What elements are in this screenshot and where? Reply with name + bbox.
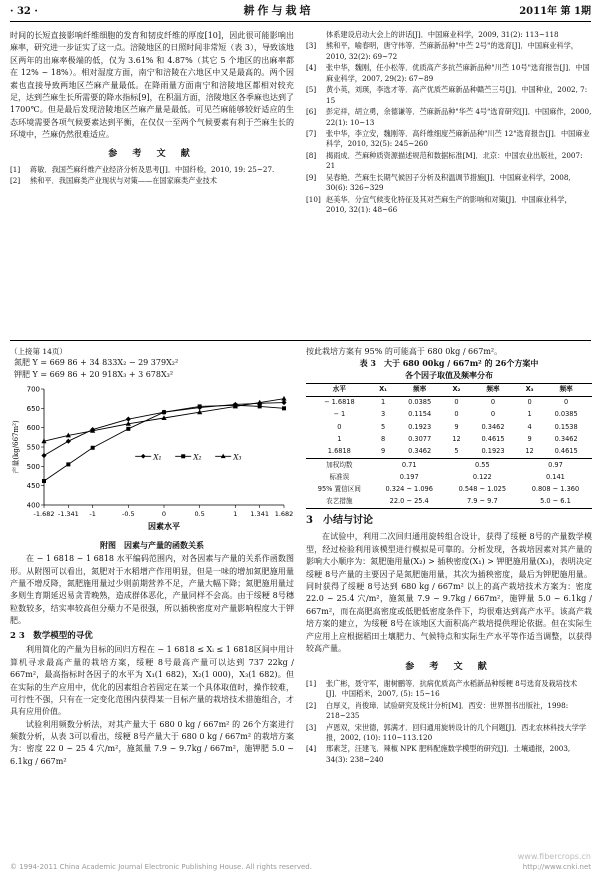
y-tick-label: 450 <box>26 482 40 491</box>
table-title <box>306 358 592 380</box>
table-cell: 0 <box>337 422 342 431</box>
table-cell: 0.0385 <box>408 398 432 407</box>
x-axis-label: 因素水平 <box>148 521 180 532</box>
table-cell: 12 <box>452 435 461 444</box>
table-cell: 标准误 <box>329 472 350 481</box>
reference-number: [3] <box>306 722 317 732</box>
reference-text: 卢恩双，宋世德，郭满才．回归通用旋转设计的几个问题[J]．西北农林科技大学学报，2002, (10): 110~113.120 <box>326 722 587 743</box>
table-header-cell: 频率 <box>540 383 592 396</box>
x-tick-label: 0.5 <box>194 510 205 519</box>
table-cell: 农艺措施 <box>306 496 373 509</box>
y-tick-label: 600 <box>26 424 40 433</box>
issue-label: 2011年 第 1期 <box>519 6 591 17</box>
table-cell: 0.3462 <box>554 435 578 444</box>
footer-url[interactable]: http://www.cnki.net <box>522 862 591 871</box>
reference-text: 彭定祥，胡立勇，余德谦等．苎麻新品种"华苎 4号"选育研究[J]．中国麻作，2000, 22(1): 10~13 <box>326 107 592 127</box>
table-cell: 1 <box>380 398 386 407</box>
table-row <box>306 422 592 434</box>
body-paragraph: 在 − 1 6818 ~ 1 6818 水平编码范围内，对各因素与产量的关系作函数图形。从附图可以看出，氮肥对于水稻增产作用明显，但是一味的增加氮肥施用量产量不增反降，氮肥施用量过少则前期营养不足，产量大幅下降；氮肥施用量过多则生育期延迟易贪青晚熟，造成群体恶化，产量同样不会高。由于绥粳 8号穗粒数较多，结实率较高但分蘖力不是很强，所以插秧密度对产量影响程度大于钾肥。 <box>10 554 294 626</box>
reference-number: [3] <box>306 41 317 51</box>
frequency-table <box>306 383 592 510</box>
references-list <box>10 165 294 187</box>
y-tick-label: 400 <box>26 501 40 510</box>
reference-number: [7] <box>306 128 317 138</box>
reference-item <box>306 129 592 150</box>
table-cell: 0.97 <box>519 459 592 472</box>
table-cell: 0.324 ~ 1.096 <box>385 485 433 494</box>
reference-number: [6] <box>306 107 317 117</box>
table-cell: 0.141 <box>545 472 565 481</box>
references-title: 参 考 文 献 <box>108 148 196 159</box>
watermark: www.fibercrops.cn <box>517 852 591 861</box>
table-cell: 12 <box>525 447 534 456</box>
reference-item <box>306 41 592 62</box>
reference-text: 熊和平．我国麻类产业现状与对策——在国家麻类产业技术 <box>30 176 217 186</box>
reference-text: 蒋敏．我国苎麻纤维产业经济分析及思考[J]．中国纤检，2010, 19: 25~27. <box>30 165 275 175</box>
table-cell: 0.122 <box>472 472 492 481</box>
reference-item <box>306 63 592 84</box>
reference-number: [1] <box>306 678 317 688</box>
continued-note: （上接第 14页） <box>10 347 67 356</box>
data-point <box>66 463 70 467</box>
section-divider <box>10 340 591 341</box>
table-cell: 9 <box>380 447 386 456</box>
table-cell: 4 <box>527 422 532 431</box>
table-cell: 0 <box>564 398 569 407</box>
reference-number: [4] <box>306 63 317 73</box>
table-row <box>306 472 592 484</box>
table-row <box>306 397 592 410</box>
table-cell: 0.1538 <box>554 422 578 431</box>
data-point <box>66 439 71 444</box>
data-point <box>282 407 286 411</box>
table-title-line: 各个因子取值及频率分布 <box>405 369 493 380</box>
x-tick-label: 1.341 <box>250 510 269 519</box>
formula-potassium: 钾肥 Y = 669 86 + 20 918X₃ + 3 678X₃² <box>14 370 174 380</box>
reference-number: [4] <box>306 744 317 754</box>
table-cell: 0.55 <box>446 459 519 472</box>
reference-number: [9] <box>306 172 317 182</box>
table-cell: 0 <box>454 398 459 407</box>
table-cell: 0 <box>527 398 532 407</box>
reference-item <box>306 679 592 700</box>
body-paragraph: 在试验中，利用二次回归通用旋转组合设计，获得了绥粳 8号的产量数学模型，经过检验利用该模型进行模拟是可靠的。分析发现，各栽培因素对其产量的影响大小顺序为：氮肥施用量(X₂) > 插秧密度(X₁) > 钾肥施用量(X₃)，表明决定绥粳 8号产量的主要因子是氮肥施用量，其次为插秧密度，最后为钾肥施用量。同时获得了绥粳 8号达到 680 kg / 667m² 以上的高产栽培技术方案为：密度 22.0 ~ 25.4 穴/m²，施氮量 7.9 ~ 9.7kg / 667m²，施钾量 5.0 ~ 6.1kg / 667m²，而在高肥高密度或低肥低密度条件下，均很难达到高产水平。该高产栽培方案的建立，为绥粳 8号在该地区大面积高产栽培提供理论依据。但在实际生产应用上应根据稻田土壤肥力、气候特点和实际生产水平等作适当调整，以获得较高产量。 <box>306 532 592 653</box>
data-point <box>258 405 262 409</box>
page-header <box>10 3 591 22</box>
reference-number: [5] <box>306 85 317 95</box>
legend-label: X₁ <box>153 452 162 462</box>
page-footer <box>10 862 591 873</box>
table-cell: 0.1154 <box>408 410 432 419</box>
table-cell: 0.197 <box>399 472 419 481</box>
chart <box>10 381 294 537</box>
table-cell: 0 <box>490 410 496 419</box>
reference-item <box>306 173 592 194</box>
data-point <box>126 417 131 422</box>
reference-item <box>10 165 294 175</box>
reference-item <box>306 701 592 722</box>
table-cell: 0.71 <box>373 459 446 472</box>
reference-number: [2] <box>10 176 21 186</box>
reference-text: 吴春艳．苎麻生长期气候因子分析及积温调节措施[J]．中国麻业科学，2008, 30(6): 326~329 <box>326 172 571 193</box>
table-cell: 8 <box>380 435 386 444</box>
table-cell: − 1.6818 <box>323 398 355 407</box>
body-paragraph: 时间的长短直接影响纤维细胞的发育和韧皮纤维的厚度[10]，因此很可能影响出麻率，研究进一步证实了这一点。涪陵地区的日照时间非常短（表 3），导致该地区两年的出麻率极端的低，仅为 3.61% 和 4.87%（其它 5 个地区的出麻率都在 12% ~ 18%）。相对湿度方面，南宁和涪陵在六地区中又是最高的。两个因素也直接导致两地区苎麻产量最低。在降雨量方面南宁和涪陵地区都相对较充足，达到苎麻生长所需要的降水指标[9]，在积温方面，涪陵地区各季麻也达到了 1700℃。但是最后发现涪陵地区苎麻产量是最低。可见苎麻能够较好适应的生态环境需要各项气候要素达到平衡，在仅仅一至两个气候要素有利于苎麻生长的环境中，苎麻仍然很难适应。 <box>10 31 294 140</box>
x-tick-label: 0 <box>161 510 167 519</box>
table-cell: 0.3462 <box>408 447 432 456</box>
x-tick-label: 1 <box>233 510 238 519</box>
table-cell: 0.4615 <box>481 435 505 444</box>
table-cell: 0.1923 <box>408 422 432 431</box>
x-tick-label: -1 <box>89 510 96 519</box>
reference-item <box>10 176 294 186</box>
reference-item <box>306 723 592 744</box>
x-tick-label: -1.682 <box>33 510 55 519</box>
table-cell: 0.1923 <box>481 447 505 456</box>
body-paragraph: 利用简化的产量为目标的回归方程在 − 1 6818 ≤ Xᵢ ≤ 1 6818区间中用计算机寻求最高产量的栽培方案，绥粳 8号最高产量可以达到 737 22kg / 667m²，最高指标时各因子的水平为 X₁(1 682)，X₂(1 000)，X₃(1 682)。但在实际的生产应用中，优化的因素组合若固定在某一个具体取值时，操作较难，可行性不强，只有在一定变化范围内获得某一目标产量的栽培技术措施组合，才具有应用价值。 <box>10 645 294 717</box>
y-tick-label: 700 <box>26 385 40 394</box>
table-row <box>306 459 592 472</box>
table-row <box>306 434 592 446</box>
reference-text: 揭雨成．苎麻种质资源描述规范和数据标准[M]．北京：中国农业出版社，2007: 21 <box>326 150 583 171</box>
data-point <box>126 427 130 431</box>
table-header-cell: X₁ <box>373 383 394 396</box>
table-cell: 0.0385 <box>554 410 578 419</box>
journal-title: 耕作与栽培 <box>243 3 314 17</box>
y-tick-label: 550 <box>26 443 40 452</box>
table-cell: 5 <box>454 447 459 456</box>
section-heading: 3 小结与讨论 <box>306 515 373 527</box>
y-tick-label: 500 <box>26 463 40 472</box>
legend-marker <box>141 454 146 459</box>
reference-text: 张中华，李立安，魏刚等．高纤维细度苎麻新品种"川苎 12"选育报告[J]．中国麻业科学，2010, 32(5): 245~260 <box>326 128 590 149</box>
formula-nitrogen: 氮肥 Y = 669 86 + 34 833X₂ − 29 379X₂² <box>14 358 179 368</box>
x-tick-label: -1.341 <box>57 510 79 519</box>
reference-item <box>306 30 592 40</box>
page-number: · 32 · <box>10 6 38 17</box>
table-cell: 0.4615 <box>554 447 578 456</box>
table-row <box>306 484 592 496</box>
table-row <box>306 446 592 459</box>
table-cell: 0.548 ~ 1.025 <box>458 485 507 494</box>
reference-item <box>306 85 592 106</box>
table-cell: 0.3462 <box>481 422 505 431</box>
table-cell: 95% 置信区间 <box>317 485 361 494</box>
table-cell: 22.0 ~ 25.4 <box>373 496 446 509</box>
table-header-cell: 水平 <box>306 383 373 396</box>
figure-caption: 附图 因素与产量的函数关系 <box>100 540 204 551</box>
reference-item <box>306 744 592 765</box>
x-tick-label: 1.682 <box>274 510 294 519</box>
reference-item <box>306 107 592 128</box>
table-cell: 1 <box>337 435 342 444</box>
reference-text: 黄小英，刘瑛，李选才等．高产优质苎麻新品种赣苎三号[J]．中国种业，2002, 7: 15 <box>326 85 588 105</box>
reference-number <box>306 30 326 40</box>
reference-number: [10] <box>306 194 321 204</box>
table-cell: 5 <box>380 422 386 431</box>
data-point <box>41 453 46 458</box>
table-cell: 9 <box>527 435 532 444</box>
legend-label: X₂ <box>193 452 202 462</box>
legend-marker <box>181 455 185 459</box>
table-cell: 加权均数 <box>306 459 373 472</box>
table-title-line: 表 3 大于 680 00kg / 667m² 的 26个方案中 <box>359 358 539 369</box>
chart-svg <box>10 381 294 533</box>
table-header-cell: X₂ <box>446 383 467 396</box>
table-cell: 0.808 ~ 1.360 <box>531 485 580 494</box>
table-cell: 1.6818 <box>327 447 351 456</box>
data-point <box>198 405 202 409</box>
reference-item <box>306 195 592 216</box>
reference-number: [1] <box>10 165 21 175</box>
reference-text: 张中华，魏刚，任小松等．优质高产多抗苎麻新品种"川苎 10号"选育报告[J]．中国麻业科学，2007, 29(2): 67~89 <box>326 63 590 83</box>
bottom-right-column <box>306 346 592 766</box>
reference-text: 白厚义，肖俊璋．试验研究及统计分析[M]．西安：世界图书出版社，1998: 218~235 <box>326 700 569 721</box>
reference-number: [2] <box>306 700 317 710</box>
table-cell: 9 <box>454 422 459 431</box>
reference-item <box>306 151 592 172</box>
data-point <box>42 479 46 483</box>
table-cell: 5.0 ~ 6.1 <box>519 496 592 509</box>
table-cell: 1 <box>527 410 532 419</box>
data-point <box>281 396 286 401</box>
references-list <box>306 679 592 766</box>
top-left-column <box>10 30 294 188</box>
data-point <box>162 410 166 414</box>
y-axis-label: 产量(kg/667m²) <box>12 420 20 474</box>
table-header-cell: X₃ <box>519 383 540 396</box>
reference-text: 赵美华．分宜气候变化特征及其对苎麻生产的影响和对策[J]．中国麻业科学，2010, 32(1): 48~66 <box>326 194 572 214</box>
reference-text: 熊和平，喻春明，唐守伟等．苎麻新品种"中苎 2号"的选育[J]．中国麻业科学，2010, 32(2): 69~72 <box>326 41 578 61</box>
references-list <box>306 30 592 215</box>
table-cell: − 1 <box>333 410 346 419</box>
table-cell: 3 <box>380 410 386 419</box>
reference-number: [8] <box>306 150 317 160</box>
copyright-text: © 1994-2011 China Academic Journal Electronic Publishing House. All rights reserved. <box>10 862 312 871</box>
reference-text: 张广彬，聂守军，谢树鹏等．抗病优质高产水稻新品种绥粳 8号选育及栽培技术[J]．中国稻米，2007, (5): 15~16 <box>326 678 578 699</box>
y-tick-label: 650 <box>26 405 40 414</box>
body-paragraph: 试验利用频数分析法，对其产量大于 680 0 kg / 667m² 的 26个方案进行频数分析，从表 3可以看出，绥粳 8号产量大于 680 0 kg / 667m² 的栽培方案为：密度 22 0 ~ 25 4 穴/m²，施氮量 7.9 ~ 9.7kg / 667m²，施钾肥 5.0 ~ 6.1kg / 667m² <box>10 719 294 766</box>
section-heading: 2 3 数学模型的寻优 <box>10 630 93 641</box>
table-cell: 0 <box>490 398 496 407</box>
body-paragraph: 按此栽培方案有 95% 的可能高于 680 0kg / 667m²。 <box>306 347 503 356</box>
table-cell: 0.3077 <box>408 435 432 444</box>
bottom-left-column <box>10 346 294 768</box>
references-title: 参 考 文 献 <box>405 662 493 673</box>
reference-text: 邢素芝，汪建飞．辣椒 NPK 肥料配施数学模型的研究[J]．土壤通报，2003, 34(3): 238~240 <box>326 744 571 764</box>
table-header-cell: 频率 <box>393 383 445 396</box>
table-header-cell: 频率 <box>467 383 519 396</box>
table-row <box>306 496 592 509</box>
legend-label: X₃ <box>233 452 242 462</box>
table-cell: 7.9 ~ 9.7 <box>446 496 519 509</box>
table-cell: 0 <box>454 410 459 419</box>
data-point <box>281 400 286 405</box>
table-row <box>306 409 592 421</box>
top-right-column <box>306 30 592 216</box>
data-point <box>91 446 95 450</box>
x-tick-label: -0.5 <box>121 510 135 519</box>
reference-text: 体系建设启动大会上的讲话[J]．中国麻业科学，2009, 31(2): 113~118 <box>326 30 559 39</box>
